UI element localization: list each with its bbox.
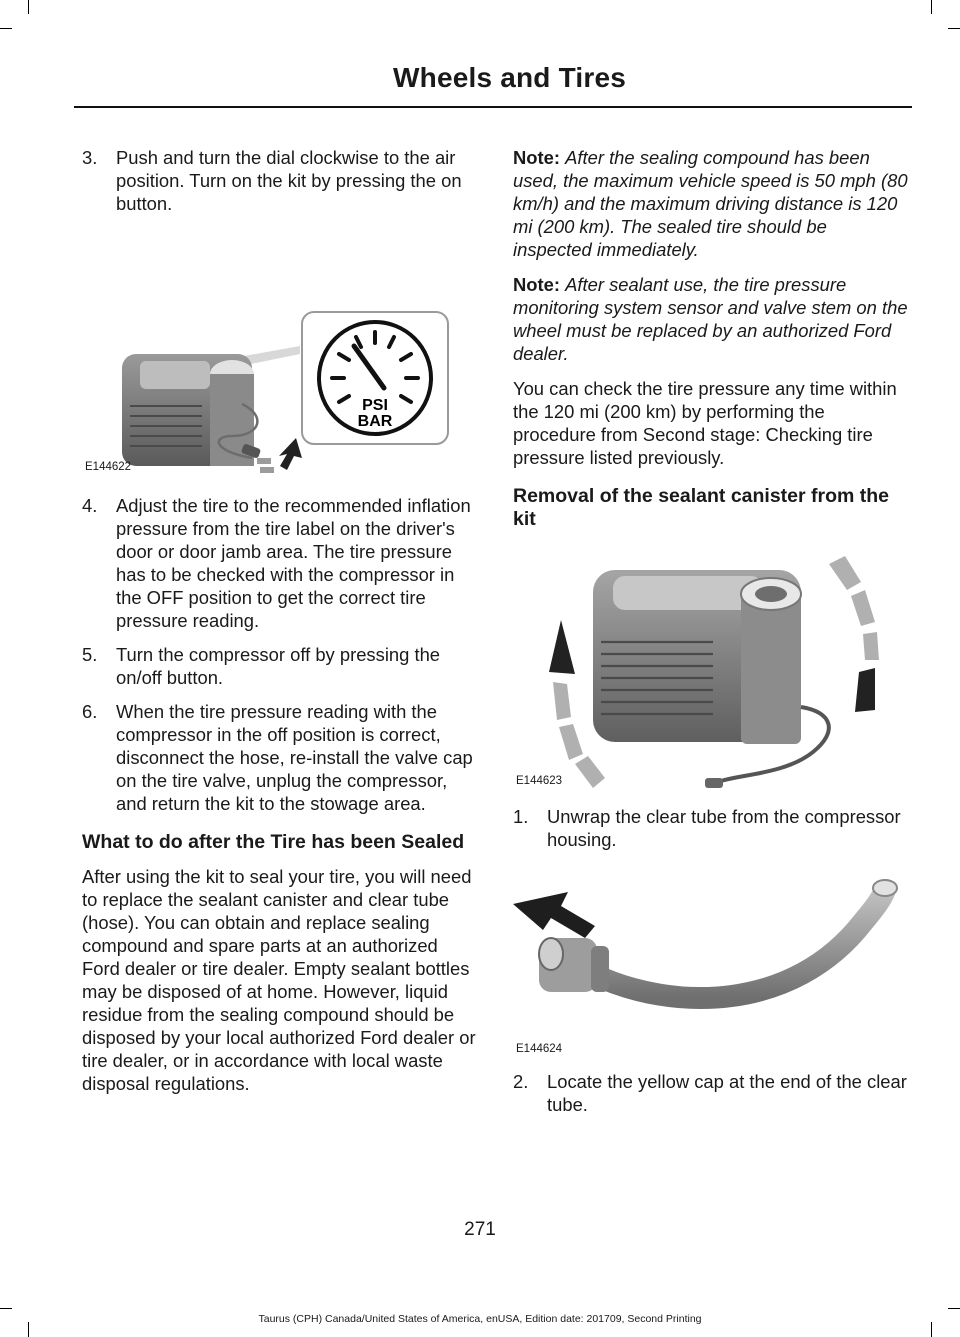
crop-mark	[0, 28, 12, 29]
crop-mark	[28, 0, 29, 14]
rotation-bars	[257, 458, 278, 476]
step-text: Push and turn the dial clockwise to the air position. Turn on the kit by pressing the on button.	[116, 147, 462, 214]
body-paragraph: You can check the tire pressure any time within the 120 mi (200 km) by performing the procedure from Second stage: Checking tire pressure listed previously.	[513, 378, 897, 468]
note-label: Note:	[513, 147, 560, 168]
step-text: Unwrap the clear tube from the compressor housing.	[547, 806, 901, 850]
step-number: 4.	[82, 495, 98, 516]
note-label: Note:	[513, 274, 560, 295]
canister-opening	[755, 586, 787, 602]
step-number: 6.	[82, 701, 98, 722]
cap-face	[539, 938, 563, 970]
arrow-icon	[279, 438, 302, 470]
right-column	[513, 146, 910, 1127]
rotation-arc-right	[829, 556, 879, 660]
arrow-icon-down	[855, 668, 875, 712]
page-number: 271	[464, 1219, 496, 1240]
step-number: 5.	[82, 644, 98, 665]
step-text: Locate the yellow cap at the end of the clear tube.	[547, 1071, 907, 1115]
clear-tube-figure	[513, 862, 910, 1058]
header-rule	[74, 106, 912, 108]
figure-id: E144624	[516, 1043, 563, 1055]
step-text: When the tire pressure reading with the compressor in the off position is correct, disconnect the hose, re-install the valve cap on the tire valve, unplug the compressor, and return the kit to the stowage area.	[116, 701, 473, 814]
note-text: After sealant use, the tire pressure monitoring system sensor and valve stem on the wheel must be replaced by an authorized Ford dealer.	[513, 274, 908, 364]
note-2	[513, 273, 910, 365]
step-text: Turn the compressor off by pressing the on/off button.	[116, 644, 441, 688]
section-heading: Removal of the sealant canister from the kit	[513, 485, 890, 530]
compressor-dial-figure	[82, 226, 477, 476]
figure-id: E144623	[516, 775, 563, 787]
sealant-removal-illustration	[513, 542, 910, 790]
crop-mark	[948, 1308, 960, 1309]
hose-connector	[705, 778, 723, 788]
clear-tube-illustration	[513, 862, 910, 1058]
crop-mark	[0, 1308, 12, 1309]
page-title: Wheels and Tires	[393, 62, 626, 93]
step-2	[513, 1070, 910, 1116]
gauge-unit-bar: BAR	[357, 413, 393, 430]
compressor-top-panel	[140, 361, 210, 389]
left-column	[82, 146, 477, 1107]
clear-tube	[593, 890, 885, 998]
note-1	[513, 146, 910, 261]
crop-mark	[931, 0, 932, 14]
gauge-unit-psi: PSI	[362, 397, 388, 414]
footer-text: Taurus (CPH) Canada/United States of America, enUSA, Edition date: 201709, Second Printing	[258, 1313, 702, 1325]
step-6	[82, 700, 477, 815]
arrow-icon-up	[549, 620, 575, 674]
step-text: Adjust the tire to the recommended inflation pressure from the tire label on the driver's door or door jamb area. The tire pressure has to be checked with the compressor in the OFF position to get the correct tire pressure reading.	[116, 495, 471, 631]
step-1	[513, 805, 910, 851]
body-paragraph: After using the kit to seal your tire, you will need to replace the sealant canister and clear tube (hose). You can obtain and replace sealing compound and spare parts at an authorized Ford dealer or tire dealer. Empty sealant bottles may be disposed of at home. However, liquid residue from the sealing compound should be disposed by your local authorized Ford dealer or tire dealer, or in accordance with local waste disposal regulations.	[82, 866, 476, 1094]
step-4	[82, 494, 477, 632]
compressor-dial-illustration	[82, 226, 477, 476]
step-5	[82, 643, 477, 689]
step-number: 1.	[513, 806, 529, 827]
figure-id: E144622	[85, 461, 132, 473]
note-text: After the sealing compound has been used, the maximum vehicle speed is 50 mph (80 km/h) and the maximum driving distance is 120 mi (200 km). The sealed tire should be inspected immediately.	[513, 147, 908, 260]
section-heading: What to do after the Tire has been Sealed	[82, 831, 465, 853]
tube-end	[873, 880, 897, 896]
arrow-icon	[513, 892, 595, 938]
cap-ring	[591, 946, 609, 992]
step-3	[82, 146, 477, 215]
step-number: 2.	[513, 1071, 529, 1092]
step-number: 3.	[82, 147, 98, 168]
sealant-removal-figure	[513, 542, 910, 790]
sealant-canister	[741, 594, 801, 744]
crop-mark	[948, 28, 960, 29]
